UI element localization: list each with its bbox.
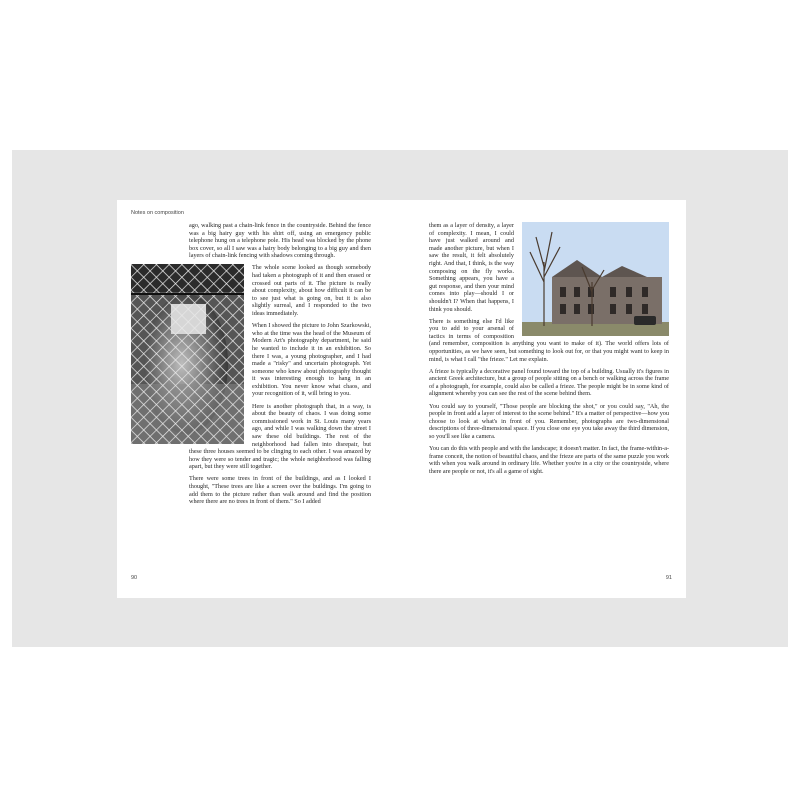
running-head: Notes on composition — [131, 210, 184, 216]
left-paragraph-2: The whole scene looked as though somebody had taken a photograph of it and then erased or crossed out parts of it. The picture is really about complexity, about how difficult it can be to see just what is going on, but it is also slightly surreal, and I responded to the two ideas immediately. — [252, 264, 371, 318]
right-paragraph-4: You could say to yourself, "Those people are blocking the shot," or you could say, "Ah, the people in front add a layer of interest to the scene behind." It's a matter of perspective—how you choose to look at what's in front of you. Remember, photographs are two-dimensional descriptions of three-dimensional space. If you close one eye you take away the third dimension, so you'll see like a camera. — [429, 402, 669, 440]
book-spread — [117, 200, 686, 598]
right-paragraph-2: There is something else I'd like you to add to your arsenal of tactics in terms of composition (and remember, composition is anything you want to make of it). The world offers lots of opportunities, as we have seen, but something to look out for, or that you might want to keep in mind, is what I call "the frieze." Let me explain. — [429, 317, 669, 363]
houses-behind-trees-photo — [522, 222, 669, 336]
left-paragraph-4: Here is another photograph that, in a way, is about the beauty of chaos. I was doing some commissioned work in St. Louis many years ago, and while I was walking down the street I saw these old buildings. The rest of the neighborhood had fallen into disrepair, but these three houses seemed to be clinging to each other. I was amazed by how they were so tender and tragic; the whole neighborhood was falling apart, but they were still together. — [189, 402, 371, 471]
right-paragraph-1: them as a layer of density, a layer of complexity. I mean, I could have just walked around and made another picture, but when I saw the result, it felt absolutely right. And that, I think, is the way composing on the fly works. Something appears, you have a gut response, and then your mind comes into play—should I or shouldn't I? When that happens, I think you should. — [429, 222, 514, 313]
left-paragraph-1: ago, walking past a chain-link fence in the countryside. Behind the fence was a big hairy guy with his shirt off, using an emergency public telephone hung on a telephone pole. His head was blocked by the phone box cover, so all I saw was a hairy body belonging to a big guy and then layers of chain-link fencing with shadows coming through. — [189, 222, 371, 260]
right-page-column — [429, 222, 669, 480]
right-paragraph-3: A frieze is typically a decorative panel found toward the top of a building. Usually it's figures in ancient Greek architecture, but a group of people sitting on a bench or walking across the frame of a photograph, for example, could also be called a frieze. The people might be in some kind of alignment whereby you can see the rest of the scene behind them. — [429, 367, 669, 398]
left-paragraph-5: There were some trees in front of the buildings, and as I looked I thought, "These trees are like a screen over the buildings. I'm going to add them to the picture rather than walk around and find the position where there are no trees in front of them." So I added — [189, 475, 371, 506]
page-number-left: 90 — [131, 575, 138, 581]
chain-link-fence-photo — [131, 264, 244, 444]
page-number-right: 91 — [665, 575, 672, 581]
left-page-column — [189, 222, 371, 510]
left-paragraph-3: When I showed the picture to John Szarkowski, who at the time was the head of the Museum of Modern Art's photography department, he said he wanted to include it in an exhibition. So there I was, a young photographer, and I had made a "risky" and uncertain photograph. Yet someone who knew about photography thought it was interesting enough to hang in an exhibition. You never know what chaos, and your recognition of it, will bring to you. — [252, 322, 371, 398]
right-paragraph-5: You can do this with people and with the landscape; it doesn't matter. In fact, the frame-within-a-frame conceit, the notion of beautiful chaos, and the frieze are parts of the same puzzle you work with when you walk around in ordinary life. Whether you're in a city or the countryside, where there are people or not, it's all a game of sight. — [429, 445, 670, 475]
